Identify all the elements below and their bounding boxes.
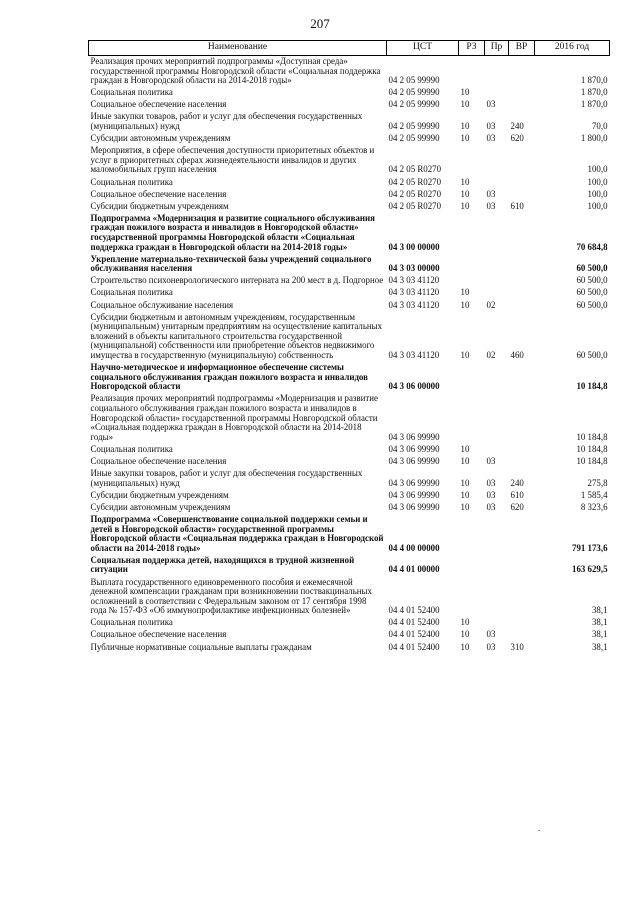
cell-rz [459,555,485,577]
cell-cst: 04 2 05 R0270 [388,188,442,199]
cell-name: Субсидии бюджетным учреждениям [90,200,229,211]
cell-rz: 10 [460,133,470,144]
cell-pr: 03 [486,455,496,466]
cell-sum: 38,1 [591,629,608,640]
budget-table [88,40,610,654]
cell-vr [509,300,535,312]
cell-cst: 04 2 05 99990 [388,75,440,86]
cell-rz [459,577,485,618]
cell-sum: 60 500,0 [576,287,608,298]
cell-rz: 10 [460,455,470,466]
cell-pr: 03 [486,477,496,488]
cell-sum: 10 184,8 [576,431,608,442]
cell-cst: 04 4 00 00000 [388,542,440,553]
cell-name: Социальная политика [90,176,173,187]
cell-sum: 163 629,5 [572,564,608,575]
cell-vr: 310 [510,641,524,652]
cell-rz: 10 [460,287,470,298]
cell-cst: 04 4 01 52400 [388,605,440,616]
cell-vr [509,275,535,287]
table-row [89,275,610,287]
cell-rz: 10 [460,188,470,199]
cell-name: Социальная поддержка детей, находящихся в трудной жизненной ситуации [90,554,355,575]
cell-cst: 04 2 05 99990 [388,121,440,132]
table-row [89,177,610,189]
cell-name: Строительство психоневрологического интерната на 200 мест в д. Подгорное [90,275,384,286]
cell-pr [485,577,509,618]
table-row [89,642,610,654]
cell-pr: 03 [486,188,496,199]
header-name: Наименование [89,41,387,56]
cell-vr [509,177,535,189]
table-row [89,111,610,133]
cell-name: Мероприятия, в сфере обеспечения доступности приоритетных объектов и услуг в приоритетных сферах жизнедеятельности инвалидов и других маломобильных групп населения [90,145,375,175]
cell-pr: 03 [486,99,496,110]
cell-cst: 04 3 06 99990 [388,455,440,466]
cell-vr [509,87,535,99]
table-row [89,617,610,629]
cell-cst: 04 2 05 R0270 [388,164,442,175]
cell-sum: 70 684,8 [576,241,608,252]
cell-sum: 10 184,8 [576,455,608,466]
cell-sum: 100,0 [587,200,608,211]
cell-pr [485,444,509,456]
page-number: 207 [310,16,330,31]
cell-vr [509,617,535,629]
cell-pr: 02 [486,350,496,361]
cell-vr: 620 [510,133,524,144]
cell-rz: 10 [460,87,470,98]
cell-rz [459,362,485,393]
cell-vr [509,514,535,555]
cell-rz: 10 [460,501,470,512]
cell-pr [485,145,509,176]
table-row [89,502,610,514]
table-row [89,444,610,456]
header-year: 2016 год [535,41,610,56]
cell-sum: 791 173,6 [572,542,608,553]
cell-pr [485,213,509,254]
cell-name: Социальная политика [90,443,173,454]
cell-sum: 1 870,0 [580,87,608,98]
cell-name: Реализация прочих мероприятий подпрограммы «Доступная среда» государственной программы Новгородской области «Социальная поддержка граждан в Новгородской области на 2014-2018 годы» [90,56,381,86]
cell-pr [485,56,509,88]
cell-cst: 04 3 00 00000 [388,241,440,252]
cell-name: Социальная политика [90,287,173,298]
cell-sum: 100,0 [587,176,608,187]
table-row [89,468,610,490]
cell-cst: 04 2 05 99990 [388,99,440,110]
table-row [89,555,610,577]
cell-sum: 60 500,0 [576,275,608,286]
cell-rz: 10 [460,99,470,110]
table-row [89,490,610,502]
cell-rz [459,56,485,88]
cell-vr [509,555,535,577]
table-row [89,56,610,88]
cell-name: Подпрограмма «Совершенствование социальной поддержки семьи и детей в Новгородской области» государственной программы Новгородской области «Социальная поддержка граждан в Новгородской области на 2014-2018 годы» [90,513,384,553]
table-row [89,362,610,393]
cell-vr: 240 [510,121,524,132]
cell-name: Социальное обеспечение населения [90,629,227,640]
table-row [89,99,610,111]
cell-pr: 03 [486,641,496,652]
cell-rz: 10 [460,617,470,628]
cell-rz: 10 [460,121,470,132]
table-row [89,629,610,641]
cell-vr [509,254,535,276]
cell-pr [485,393,509,443]
cell-name: Социальная политика [90,617,173,628]
cell-pr: 03 [486,489,496,500]
cell-cst: 04 3 06 99990 [388,477,440,488]
table-row [89,456,610,468]
cell-vr [509,145,535,176]
cell-rz [459,393,485,443]
cell-vr: 460 [510,350,524,361]
table-row [89,189,610,201]
cell-name: Выплата государственного единовременного пособия и ежемесячной денежной компенсации гражданам при возникновении поствакцинальных осложнений в соответствии с Федеральным законом от 17 сентября 1998 года № 157-ФЗ «Об иммунопрофилактике инфекционных болезней» [90,576,372,616]
cell-rz [459,514,485,555]
cell-sum: 38,1 [591,605,608,616]
cell-pr [485,362,509,393]
cell-pr [485,514,509,555]
cell-sum: 100,0 [587,188,608,199]
cell-name: Иные закупки товаров, работ и услуг для обеспечения государственных (муниципальных) нужд [90,111,363,132]
cell-rz: 10 [460,641,470,652]
scan-mark: . [538,823,541,833]
cell-name: Социальное обслуживание населения [90,299,234,310]
cell-vr [509,577,535,618]
cell-cst: 04 3 03 41120 [388,299,440,310]
cell-name: Социальное обеспечение населения [90,455,227,466]
cell-pr: 02 [486,299,496,310]
cell-sum: 38,1 [591,641,608,652]
cell-name: Укрепление материально-технической базы учреждений социального обслуживания населения [90,253,372,274]
cell-cst: 04 3 06 99990 [388,489,440,500]
cell-cst: 04 3 06 00000 [388,381,440,392]
cell-sum: 38,1 [591,617,608,628]
table-row [89,393,610,443]
cell-cst: 04 4 01 00000 [388,564,440,575]
cell-cst: 04 3 06 99990 [388,443,440,454]
table-row [89,133,610,145]
cell-vr [509,189,535,201]
cell-cst: 04 4 01 52400 [388,641,440,652]
cell-vr [509,287,535,299]
cell-pr: 03 [486,133,496,144]
cell-cst: 04 3 06 99990 [388,501,440,512]
cell-sum: 60 500,0 [576,350,608,361]
cell-vr [509,629,535,641]
table-row [89,254,610,276]
cell-pr: 03 [486,501,496,512]
cell-pr [485,555,509,577]
table-row [89,201,610,213]
cell-vr [509,456,535,468]
table-header-row [89,41,610,56]
cell-vr [509,362,535,393]
cell-name: Социальная политика [90,87,173,98]
cell-rz: 10 [460,350,470,361]
cell-vr: 240 [510,477,524,488]
table-row [89,312,610,362]
cell-sum: 1 800,0 [580,133,608,144]
table-row [89,514,610,555]
header-pr: Пр [485,41,509,56]
cell-vr [509,213,535,254]
cell-name: Реализация прочих мероприятий подпрограммы «Модернизация и развитие социального обслуживания граждан пожилого возраста и инвалидов в Новгородской области» государственной программы Новгородской области «Социальная поддержка граждан в Новгородской области на 2014-2018 годы» [90,393,378,442]
table-row [89,145,610,176]
cell-vr: 610 [510,489,524,500]
cell-sum: 8 323,6 [580,501,608,512]
cell-vr: 620 [510,501,524,512]
cell-sum: 1 585,4 [580,489,608,500]
cell-cst: 04 4 01 52400 [388,629,440,640]
cell-cst: 04 3 06 99990 [388,431,440,442]
cell-rz [459,213,485,254]
cell-pr [485,177,509,189]
table-row [89,87,610,99]
cell-rz: 10 [460,200,470,211]
cell-rz [459,254,485,276]
cell-rz: 10 [460,299,470,310]
cell-sum: 1 870,0 [580,75,608,86]
cell-name: Научно-методическое и информационное обеспечение системы социального обслуживания граждан пожилого возраста и инвалидов Новгородской области [90,362,368,392]
cell-rz [459,145,485,176]
cell-vr [509,444,535,456]
table-row [89,213,610,254]
cell-pr [485,287,509,299]
cell-cst: 04 2 05 99990 [388,133,440,144]
header-cst: ЦСТ [387,41,459,56]
cell-name: Социальное обеспечение населения [90,188,227,199]
cell-name: Субсидии автономным учреждениям [90,133,231,144]
cell-rz: 10 [460,489,470,500]
cell-pr [485,254,509,276]
cell-sum: 60 500,0 [576,299,608,310]
table-row [89,287,610,299]
cell-vr: 610 [510,200,524,211]
cell-name: Подпрограмма «Модернизация и развитие социального обслуживания граждан пожилого возраста и инвалидов в Новгородской области» государственной программы Новгородской области «Социальная поддержка граждан в Новгородской области на 2014-2018 годы» [90,212,375,252]
table-body [89,56,610,654]
cell-pr: 03 [486,200,496,211]
cell-sum: 70,0 [591,121,608,132]
cell-rz: 10 [460,443,470,454]
cell-pr [485,275,509,287]
cell-rz: 10 [460,629,470,640]
cell-sum: 275,8 [587,477,608,488]
cell-name: Субсидии бюджетным учреждениям [90,489,229,500]
cell-pr [485,617,509,629]
cell-rz: 10 [460,176,470,187]
cell-sum: 60 500,0 [576,263,608,274]
cell-sum: 10 184,8 [576,381,608,392]
cell-vr [509,393,535,443]
cell-pr: 03 [486,121,496,132]
cell-cst: 04 4 01 52400 [388,617,440,628]
cell-rz: 10 [460,477,470,488]
cell-cst: 04 3 03 41120 [388,287,440,298]
cell-pr: 03 [486,629,496,640]
cell-sum: 10 184,8 [576,443,608,454]
cell-name: Социальное обеспечение населения [90,99,227,110]
cell-pr [485,87,509,99]
table-row [89,577,610,618]
cell-cst: 04 2 05 99990 [388,87,440,98]
cell-cst: 04 3 03 41120 [388,275,440,286]
cell-cst: 04 3 03 00000 [388,263,440,274]
cell-name: Публичные нормативные социальные выплаты гражданам [90,641,312,652]
cell-name: Иные закупки товаров, работ и услуг для обеспечения государственных (муниципальных) нужд [90,468,363,488]
cell-cst: 04 2 05 R0270 [388,200,442,211]
cell-sum: 1 870,0 [580,99,608,110]
table-row [89,300,610,312]
cell-name: Субсидии автономным учреждениям [90,501,231,512]
cell-rz [459,275,485,287]
header-vr: ВР [509,41,535,56]
cell-sum: 100,0 [587,164,608,175]
cell-cst: 04 2 05 R0270 [388,176,442,187]
cell-cst: 04 3 03 41120 [388,350,440,361]
cell-vr [509,56,535,88]
cell-name: Субсидии бюджетным и автономным учреждениям, государственным (муниципальным) унитарным предприятиям на осуществление капитальных вложений в объекты капитального строительства государственной (муниципальной) собственности или приобретение объектов недвижимого имущества в государственную (муниципальную) собственность [90,311,383,361]
cell-vr [509,99,535,111]
header-rz: РЗ [459,41,485,56]
